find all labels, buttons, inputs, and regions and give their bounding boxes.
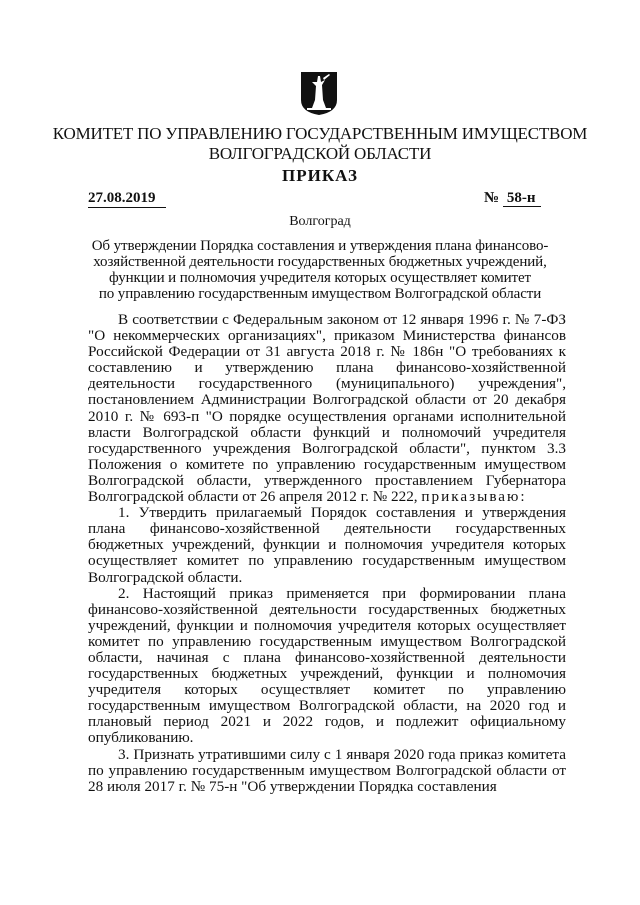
preamble-text: В соответствии с Федеральным законом от 12 января 1996 г. № 7-ФЗ "О некоммерческих организациях", приказом Министерства финансов Российской Федерации от 31 августа 2018 г. № 186н "О требованиях к составлению и утверждению плана финансово-хозяйственной деятельности государственного (муниципального) учреждения", постановлением Администрации Волгоградской области от 20 декабря 2010 г. № 693-п "О порядке осуществления органами исполнительной власти Волгоградской области функций и полномочий учредителя государственного учреждения Волгоградской области", пунктом 3.3 Положения о комитете по управлению государственным имуществом Волгоградской области, утвержденного проставлением Губернатора Волгоградской области от 26 апреля 2012 г. № 222, [88, 311, 566, 506]
item-2-paragraph: 2. Настоящий приказ применяется при формировании плана финансово-хозяйственной деятельности государственных бюджетных учреждений, функции и полномочия учредителя которых осуществляет комитет по управлению государственным имуществом Волгоградской области, начиная с плана финансово-хозяйственной деятельности государственных бюджетных учреждений, функции и полномочия учредителя которых осуществляет комитет по управлению государственным имуществом Волгоградской области, на 2020 год и плановый период 2021 и 2022 годов, и подлежит официальному опубликованию. [88, 584, 566, 747]
preamble-paragraph [88, 312, 566, 505]
order-word: приказываю: [421, 488, 527, 506]
subject-line-4: по управлению государственным имуществом Волгоградской области [98, 286, 542, 302]
item-1-paragraph: 1. Утвердить прилагаемый Порядок составления и утверждения плана финансово-хозяйственной деятельности государственных бюджетных учреждений, функции и полномочия учредителя которых осуществляет комитет по управлению государственным имуществом Волгоградской области. [88, 504, 566, 586]
order-number [484, 190, 541, 207]
order-body [88, 312, 566, 795]
volgograd-coat-of-arms-icon [299, 70, 339, 116]
committee-line-2: ВОЛГОГРАДСКОЙ ОБЛАСТИ [208, 144, 432, 163]
item-3-paragraph: 3. Признать утратившими силу с 1 января 2020 года приказ комитета по управлению государственным имуществом Волгоградской области от 28 июля 2017 г. № 75-н "Об утверждении Порядка составления [88, 745, 566, 795]
city: Волгоград [289, 214, 351, 229]
committee-line-1: КОМИТЕТ ПО УПРАВЛЕНИЮ ГОСУДАРСТВЕННЫМ ИМУЩЕСТВОМ [52, 124, 588, 143]
number-value: 58-н [503, 190, 542, 207]
subject-line-1: Об утверждении Порядка составления и утверждения плана финансово- [91, 238, 549, 254]
committee-name [0, 124, 640, 164]
document-type: ПРИКАЗ [282, 166, 358, 185]
subject-line-3: функции и полномочия учредителя которых осуществляет комитет [108, 270, 532, 286]
order-date: 27.08.2019 [88, 190, 166, 208]
number-prefix: № [484, 190, 500, 206]
order-subject [0, 238, 640, 302]
subject-line-2: хозяйственной деятельности государственных бюджетных учреждений, [93, 254, 547, 270]
